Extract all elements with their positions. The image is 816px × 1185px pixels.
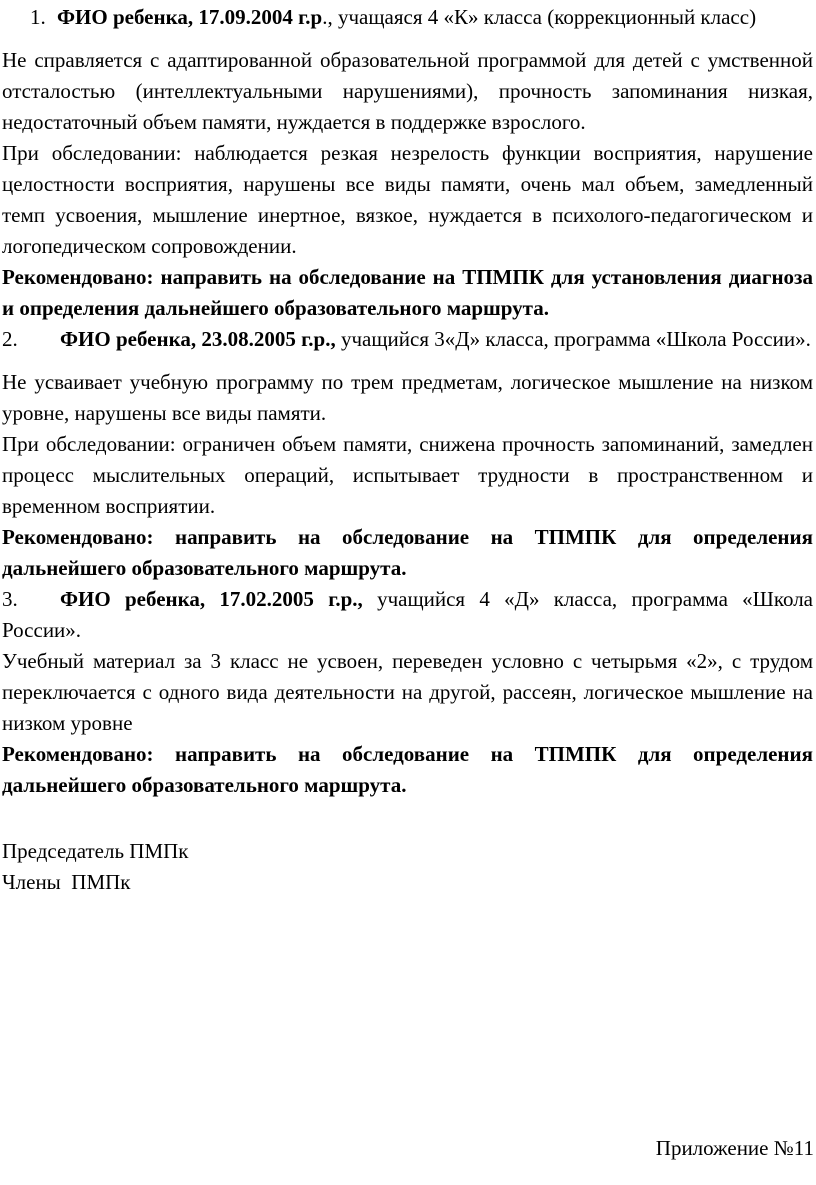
item-2-child-name: ФИО ребенка, 23.08.2005 г.р., — [60, 327, 336, 351]
item-1-description: Не справляется с адаптированной образовательной программой для детей с умственной отсталостью (интеллектуальными нарушениями), прочность запоминания низкая, недостаточный объем памяти, нуждается в поддержке взрослого. — [2, 48, 813, 134]
item-3-class-info: учащийся 4 «Д» класса, программа «Школа России». — [2, 587, 813, 642]
item-1-child-name: ФИО ребенка, 17.09.2004 г.р — [57, 5, 323, 29]
item-1-header — [2, 2, 813, 33]
document-content — [2, 2, 813, 898]
item-1-recommendation: Рекомендовано: направить на обследование на ТПМПК для установления диагноза и определения дальнейшего образовательного маршрута. — [2, 265, 813, 320]
item-3-description: Учебный материал за 3 класс не усвоен, переведен условно с четырьмя «2», с трудом переключается с одного вида деятельности на другой, рассеян, логическое мышление на низком уровне — [2, 649, 813, 735]
item-2-number: 2. — [2, 327, 18, 351]
item-2-description: Не усваивает учебную программу по трем предметам, логическое мышление на низком уровне, нарушены все виды памяти. — [2, 370, 813, 425]
item-2-recommendation: Рекомендовано: направить на обследование на ТПМПК для определения дальнейшего образовательного маршрута. — [2, 525, 813, 580]
item-1-number: 1. — [30, 5, 46, 29]
appendix-label: Приложение №11 — [655, 1136, 814, 1160]
item-3-recommendation: Рекомендовано: направить на обследование на ТПМПК для определения дальнейшего образовательного маршрута. — [2, 742, 813, 797]
item-2-class-info: учащийся 3«Д» класса, программа «Школа России». — [335, 327, 811, 351]
item-2-examination: При обследовании: ограничен объем памяти, снижена прочность запоминаний, замедлен процесс мыслительных операций, испытывает трудности в пространственном и временном восприятии. — [2, 432, 813, 518]
item-3-child-name: ФИО ребенка, 17.02.2005 г.р., — [60, 587, 363, 611]
item-2-header — [2, 324, 813, 355]
item-1-class-info: ., учащаяся 4 «К» класса (коррекционный класс) — [322, 5, 757, 29]
signature-chairman: Председатель ПМПк — [2, 839, 189, 863]
item-1-examination: При обследовании: наблюдается резкая незрелость функции восприятия, нарушение целостности восприятия, нарушены все виды памяти, очень мал объем, замедленный темп усвоения, мышление инертное, вязкое, нуждается в психолого-педагогическом и логопедическом сопровождении. — [2, 141, 813, 258]
item-3-header — [2, 584, 813, 646]
signature-members: Члены ПМПк — [2, 870, 131, 894]
item-3-number: 3. — [2, 587, 18, 611]
